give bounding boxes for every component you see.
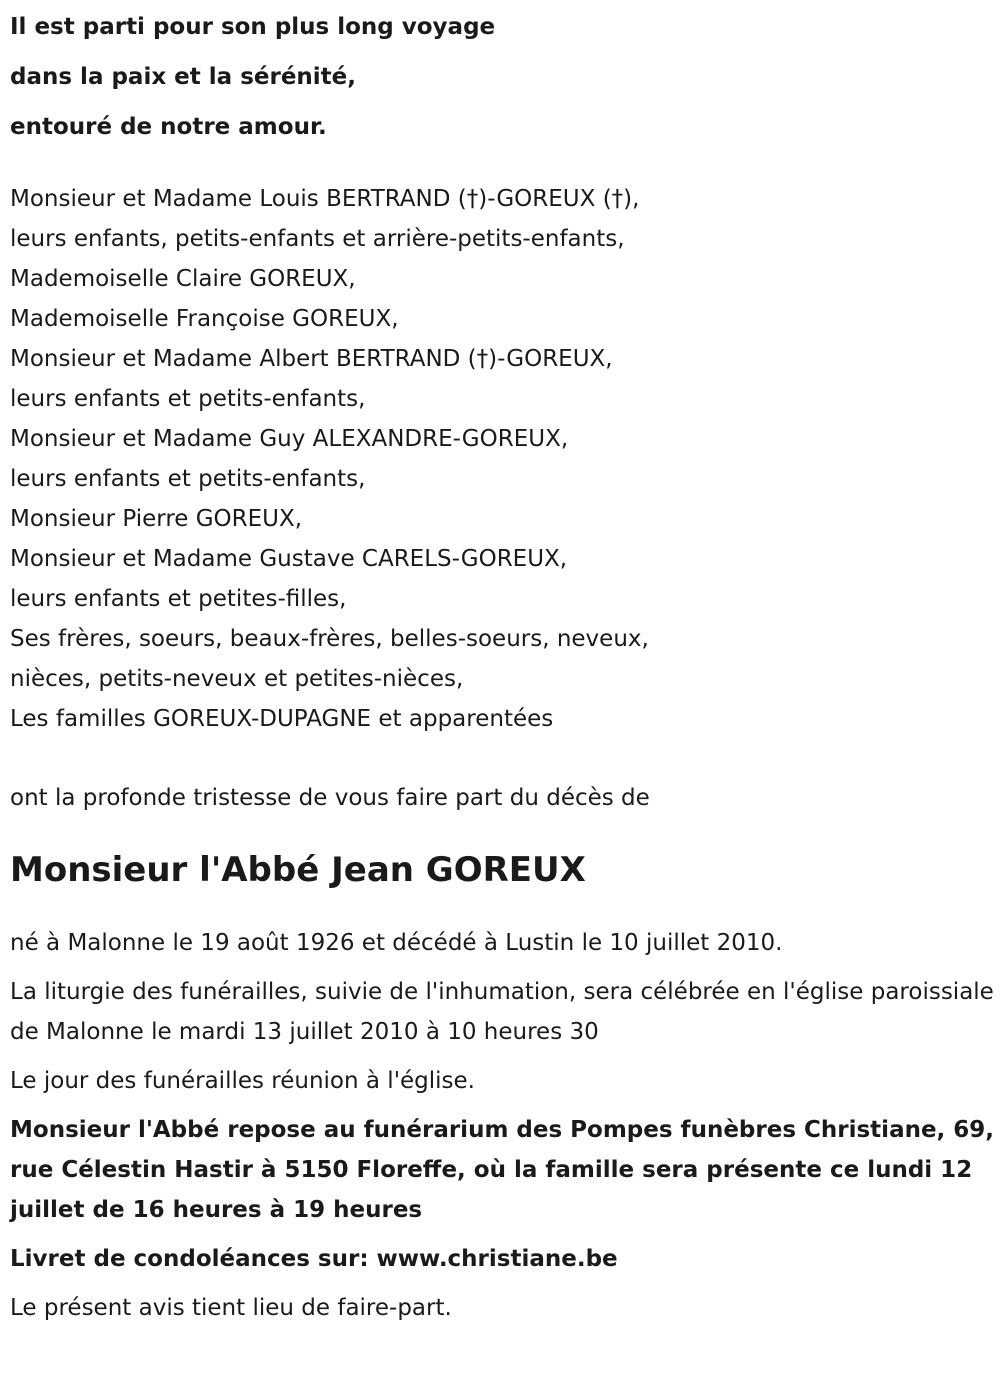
announcement: ont la profonde tristesse de vous faire part du décès de — [10, 785, 650, 811]
family-line: Mademoiselle Françoise GOREUX, — [10, 306, 399, 332]
family-line: nièces, petits-neveux et petites-nièces, — [10, 666, 464, 692]
family-line: leurs enfants et petites-filles, — [10, 586, 347, 612]
family-line: Mademoiselle Claire GOREUX, — [10, 266, 356, 292]
family-line: Monsieur et Madame Guy ALEXANDRE-GOREUX, — [10, 426, 569, 452]
family-list — [10, 179, 995, 739]
family-line: leurs enfants et petits-enfants, — [10, 386, 366, 412]
family-line: leurs enfants, petits-enfants et arrière-petits-enfants, — [10, 226, 625, 252]
intro-line: entouré de notre amour. — [10, 114, 327, 140]
funerarium-info: Monsieur l'Abbé repose au funérarium des Pompes funèbres Christiane, 69, rue Célestin Hastir à 5150 Floreffe, où la famille sera présente ce lundi 12 juillet de 16 heures à 19 heures — [10, 1117, 995, 1223]
deceased-name: Monsieur l'Abbé Jean GOREUX — [10, 850, 586, 890]
intro-line: dans la paix et la sérénité, — [10, 64, 357, 90]
intro-verse — [10, 0, 995, 152]
family-line: Monsieur Pierre GOREUX, — [10, 506, 303, 532]
intro-line: Il est parti pour son plus long voyage — [10, 14, 496, 40]
liturgy-info: La liturgie des funérailles, suivie de l'inhumation, sera célébrée en l'église paroissiale de Malonne le mardi 13 juillet 2010 à 10 heures 30 — [10, 979, 994, 1045]
family-line: leurs enfants et petits-enfants, — [10, 466, 366, 492]
family-line: Monsieur et Madame Albert BERTRAND (†)-GOREUX, — [10, 346, 613, 372]
family-line: Monsieur et Madame Gustave CARELS-GOREUX, — [10, 546, 568, 572]
meeting-info: Le jour des funérailles réunion à l'église. — [10, 1068, 475, 1094]
family-line: Monsieur et Madame Louis BERTRAND (†)-GOREUX (†), — [10, 186, 640, 212]
condolences-info: Livret de condoléances sur: www.christiane.be — [10, 1246, 618, 1272]
family-line: Les familles GOREUX-DUPAGNE et apparentées — [10, 706, 554, 732]
obituary-notice — [10, 0, 995, 1328]
notice-info: Le présent avis tient lieu de faire-part. — [10, 1295, 452, 1321]
birth-death-info: né à Malonne le 19 août 1926 et décédé à Lustin le 10 juillet 2010. — [10, 930, 783, 956]
family-line: Ses frères, soeurs, beaux-frères, belles-soeurs, neveux, — [10, 626, 649, 652]
